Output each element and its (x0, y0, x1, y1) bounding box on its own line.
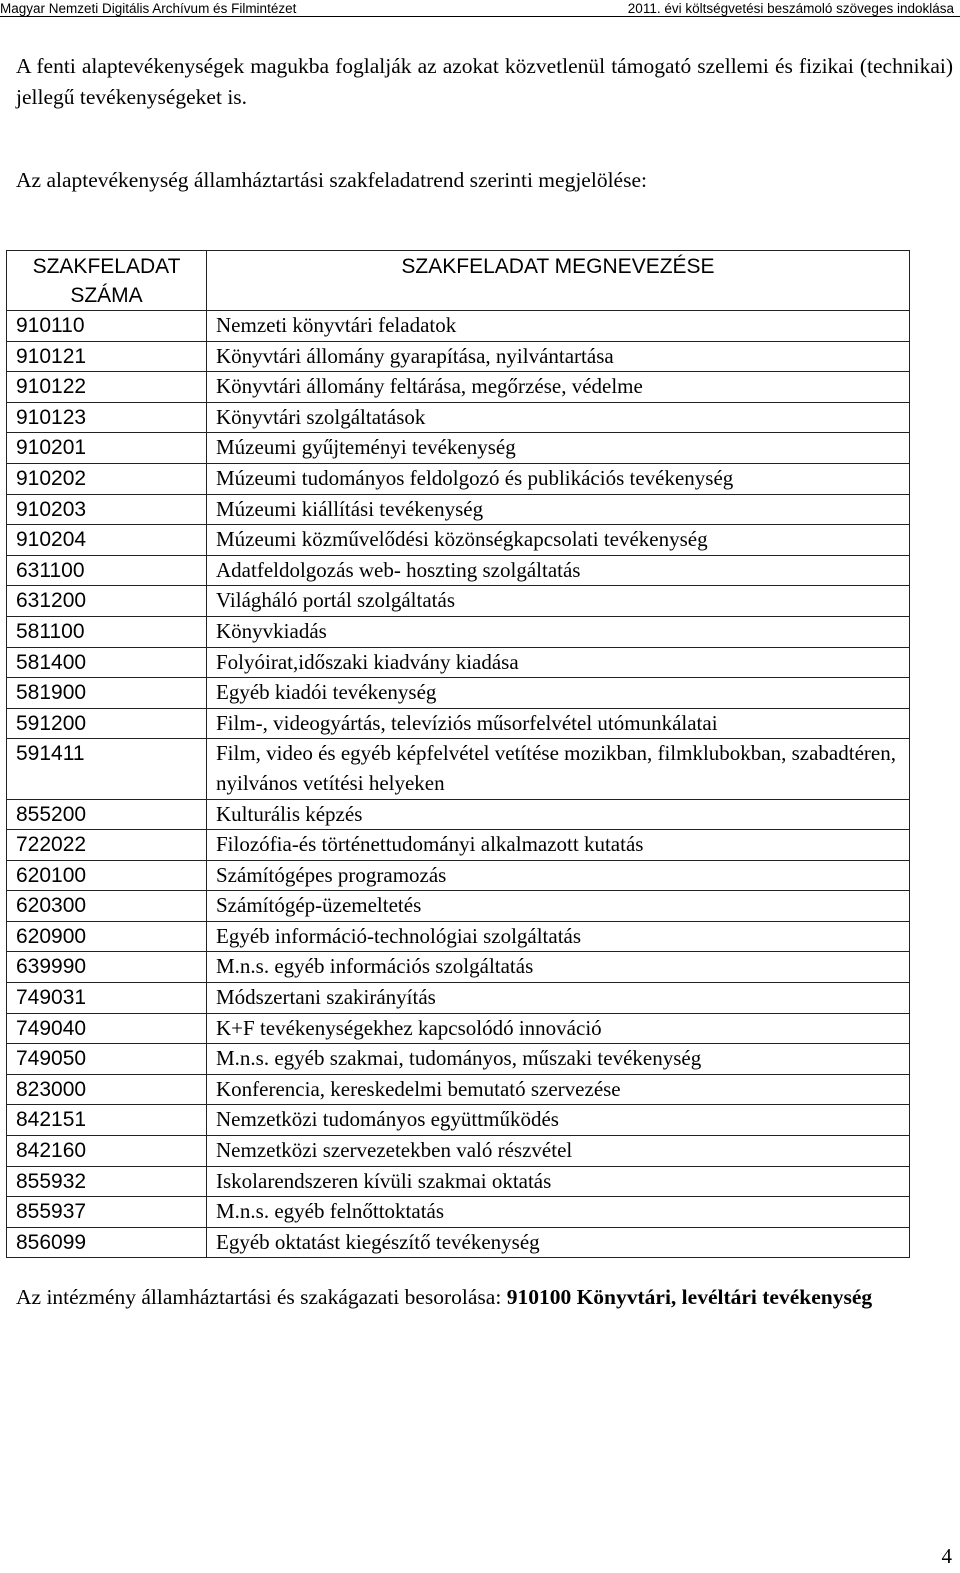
task-name: M.n.s. egyéb információs szolgáltatás (207, 952, 910, 983)
table-row (7, 372, 910, 403)
table-row (7, 921, 910, 952)
task-code: 910202 (7, 463, 207, 494)
task-code: 910201 (7, 433, 207, 464)
task-code: 855932 (7, 1166, 207, 1197)
table-row (7, 463, 910, 494)
task-name: Folyóirat,időszaki kiadvány kiadása (207, 647, 910, 678)
task-code: 631200 (7, 586, 207, 617)
task-name: Számítógépes programozás (207, 860, 910, 891)
table-row (7, 678, 910, 709)
table-row (7, 494, 910, 525)
task-code: 842151 (7, 1105, 207, 1136)
task-code: 910121 (7, 341, 207, 372)
task-name: Múzeumi tudományos feldolgozó és publikációs tevékenység (207, 463, 910, 494)
task-name: M.n.s. egyéb felnőttoktatás (207, 1197, 910, 1228)
task-name: Konferencia, kereskedelmi bemutató szervezése (207, 1074, 910, 1105)
table-row (7, 311, 910, 342)
task-name: Adatfeldolgozás web- hoszting szolgáltatás (207, 555, 910, 586)
task-name: Kulturális képzés (207, 799, 910, 830)
intro-paragraph: A fenti alaptevékenységek magukba foglalják az azokat közvetlenül támogató szellemi és fizikai (technikai) jellegű tevékenységeket is. (16, 54, 953, 109)
task-code: 910122 (7, 372, 207, 403)
task-code: 639990 (7, 952, 207, 983)
classification-value: 910100 Könyvtári, levéltári tevékenység (506, 1285, 873, 1309)
table-row (7, 1227, 910, 1258)
task-name: Film-, videogyártás, televíziós műsorfelvétel utómunkálatai (207, 708, 910, 739)
task-name: Nemzetközi szervezetekben való részvétel (207, 1136, 910, 1167)
table-row (7, 860, 910, 891)
col-header-code: SZAKFELADAT SZÁMA (7, 251, 207, 311)
task-code: 620300 (7, 891, 207, 922)
table-row (7, 830, 910, 861)
task-name: Módszertani szakirányítás (207, 983, 910, 1014)
task-name: Könyvtári állomány feltárása, megőrzése, védelme (207, 372, 910, 403)
page-number: 4 (941, 1544, 952, 1568)
col-header-name: SZAKFELADAT MEGNEVEZÉSE (207, 251, 910, 311)
table-row (7, 341, 910, 372)
task-code: 910204 (7, 525, 207, 556)
task-name: Múzeumi gyűjteményi tevékenység (207, 433, 910, 464)
table-row (7, 1197, 910, 1228)
task-table (6, 250, 910, 1258)
task-code: 581900 (7, 678, 207, 709)
task-name: Múzeumi kiállítási tevékenység (207, 494, 910, 525)
task-name: Számítógép-üzemeltetés (207, 891, 910, 922)
task-name: K+F tevékenységekhez kapcsolódó innováció (207, 1013, 910, 1044)
task-code: 749040 (7, 1013, 207, 1044)
task-code: 581100 (7, 616, 207, 647)
task-code: 910203 (7, 494, 207, 525)
task-code: 722022 (7, 830, 207, 861)
table-row (7, 555, 910, 586)
task-name: Könyvtári szolgáltatások (207, 402, 910, 433)
task-code: 591411 (7, 739, 207, 799)
task-code: 842160 (7, 1136, 207, 1167)
table-row (7, 708, 910, 739)
task-code: 856099 (7, 1227, 207, 1258)
task-code: 581400 (7, 647, 207, 678)
task-code: 823000 (7, 1074, 207, 1105)
task-name: Múzeumi közművelődési közönségkapcsolati tevékenység (207, 525, 910, 556)
table-row (7, 1166, 910, 1197)
task-name: Világháló portál szolgáltatás (207, 586, 910, 617)
table-row (7, 891, 910, 922)
task-name: Egyéb információ-technológiai szolgáltatás (207, 921, 910, 952)
table-row (7, 1013, 910, 1044)
task-name: Könyvkiadás (207, 616, 910, 647)
table-row (7, 647, 910, 678)
task-code: 620900 (7, 921, 207, 952)
table-row (7, 1074, 910, 1105)
task-name: Könyvtári állomány gyarapítása, nyilvántartása (207, 341, 910, 372)
task-name: Egyéb oktatást kiegészítő tevékenység (207, 1227, 910, 1258)
table-row (7, 739, 910, 799)
table-row (7, 402, 910, 433)
task-name: M.n.s. egyéb szakmai, tudományos, műszaki tevékenység (207, 1044, 910, 1075)
header-institution: Magyar Nemzeti Digitális Archívum és Filmintézet (0, 1, 297, 16)
task-name: Film, video és egyéb képfelvétel vetítése mozikban, filmklubokban, szabadtéren, nyilvános vetítési helyeken (207, 739, 910, 799)
table-row (7, 799, 910, 830)
task-name: Nemzetközi tudományos együttműködés (207, 1105, 910, 1136)
table-row (7, 586, 910, 617)
table-row (7, 983, 910, 1014)
task-code: 631100 (7, 555, 207, 586)
task-code: 910123 (7, 402, 207, 433)
task-name: Nemzeti könyvtári feladatok (207, 311, 910, 342)
task-name: Egyéb kiadói tevékenység (207, 678, 910, 709)
designation-heading: Az alaptevékenység államháztartási szakfeladatrend szerinti megjelölése: (16, 168, 647, 192)
table-row (7, 525, 910, 556)
classification-paragraph (16, 1282, 953, 1313)
table-header-row (7, 251, 910, 311)
task-name: Filozófia-és történettudományi alkalmazott kutatás (207, 830, 910, 861)
table-row (7, 1136, 910, 1167)
page-header (0, 0, 960, 17)
task-name: Iskolarendszeren kívüli szakmai oktatás (207, 1166, 910, 1197)
task-code: 591200 (7, 708, 207, 739)
task-code: 749050 (7, 1044, 207, 1075)
table-row (7, 616, 910, 647)
task-code: 855937 (7, 1197, 207, 1228)
table-row (7, 952, 910, 983)
task-code: 620100 (7, 860, 207, 891)
header-document-title: 2011. évi költségvetési beszámoló szöveges indoklása (627, 1, 954, 16)
classification-label: Az intézmény államháztartási és szakágazati besorolása: (16, 1285, 502, 1309)
task-code: 910110 (7, 311, 207, 342)
task-code: 855200 (7, 799, 207, 830)
table-row (7, 1105, 910, 1136)
table-row (7, 1044, 910, 1075)
task-code: 749031 (7, 983, 207, 1014)
table-row (7, 433, 910, 464)
